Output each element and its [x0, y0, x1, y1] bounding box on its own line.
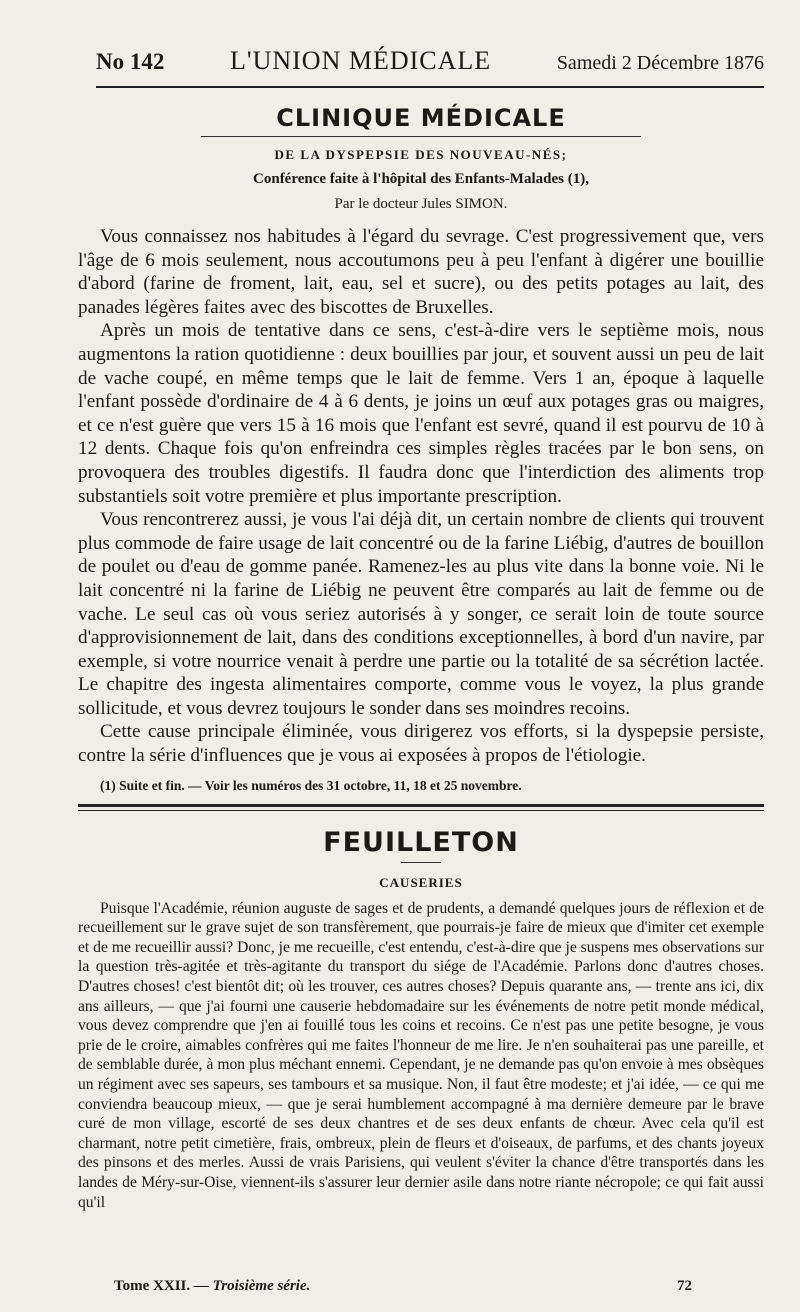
volume-info: [114, 1278, 310, 1295]
feuilleton-rule: [401, 862, 441, 863]
feuilleton-title: FEUILLETON: [323, 826, 519, 858]
paragraph: Puisque l'Académie, réunion auguste de sages et de prudents, a demandé quelques jours de réflexion et de recueillement sur le grave sujet de son transfèrement, que pourrais-je faire de mieux que d'imiter cet exemple et de me recueillir aussi? Donc, je me recueille, c'est entendu, c'est-à-dire que je suspens mes observations sur la question très-agitée et très-agitante du transport du siége de l'Académie. Parlons donc d'autres choses. D'autres choses! c'est bientôt dit; où les trouver, ces autres choses? Depuis quarante ans, — trente ans ici, dix ans ailleurs, — que j'ai fourni une causerie hebdomadaire sur les événements de notre petit monde médical, vous devez comprendre que j'en ai fouillé tous les coins et recoins. Ce n'est pas une petite besogne, je vous prie de le croire, aimables confrères qui me faites l'honneur de me lire. Je n'en souhaiterai pas une pareille, et de semblable durée, à mon plus méchant ennemi. Cependant, je ne demande pas qu'on envoie à mes obsèques un régiment avec ses sapeurs, ses tambours et sa musique. Non, il faut être modeste; et j'ai idée, — ce qui me conviendra beaucoup mieux, — que je serai humblement accompagné à ma dernière demeure par le brave curé de mon village, escorté de ses deux chantres et de ses deux enfants de chœur. Avec cela qu'il est charmant, notre petit cimetière, frais, ombreux, plein de fleurs et d'oiseaux, de parfums, et des chants joyeux des pinsons et des merles. Aussi de vrais Parisiens, qui veulent s'éviter la chance d'être transportés dans les landes de Méry-sur-Oise, viennent-ils s'assurer leur dernier asile dans notre riante nécropole; ce qui fait aussi qu'il: [78, 899, 764, 1211]
clinique-section: [78, 104, 764, 794]
footnote: (1) Suite et fin. — Voir les numéros des 31 octobre, 11, 18 et 25 novembre.: [100, 777, 522, 793]
paragraph: Cette cause principale éliminée, vous dirigerez vos efforts, si la dyspepsie persiste, contre la série d'influences que je vous ai exposées à propos de l'étiologie.: [78, 721, 764, 767]
feuilleton-body: [78, 899, 764, 1213]
conference-line: Conférence faite à l'hôpital des Enfants-Malades (1),: [253, 171, 589, 187]
issue-number: No 142: [96, 49, 165, 74]
issue-date: Samedi 2 Décembre 1876: [556, 52, 764, 74]
title-rule: [201, 136, 641, 137]
page-number: 72: [677, 1278, 692, 1294]
paragraph: Vous connaissez nos habitudes à l'égard du sevrage. C'est progressivement que, vers l'âge de 6 mois seulement, nous accoutumons peu à peu l'enfant à digérer une bouillie d'abord (farine de froment, lait, eau, sel et sucre), ou des petits potages au lait, des panades légères faites avec des biscottes de Bruxelles.: [78, 226, 764, 318]
causeries-heading: CAUSERIES: [379, 874, 463, 890]
page-footer: [114, 1278, 692, 1295]
paragraph: Vous rencontrerez aussi, je vous l'ai déjà dit, un certain nombre de clients qui trouvent plus commode de faire usage de lait concentré ou de la farine Liébig, d'autres de bouillon de poulet ou d'eau de gomme panée. Ramenez-les au plus vite dans la bonne voie. Ni le lait concentré ni la farine de Liébig ne peuvent être comparés au lait de femme ou de vache. Le seul cas où vous seriez autorisés à y songer, ce serait loin de toute source d'approvisionnement de lait, dans des conditions exceptionnelles, à bord d'un navire, par exemple, si votre nourrice venait à perdre une partie ou la totalité de sa sécrétion lactée. Le chapitre des ingesta alimentaires comporte, comme vous le voyez, la plus grande sollicitude, et vous devrez toujours le sonder dans ses moindres recoins.: [78, 509, 764, 719]
volume-label: Tome XXII.: [114, 1278, 191, 1294]
section-divider: [78, 804, 764, 811]
article-subtitle: DE LA DYSPEPSIE DES NOUVEAU-NÉS;: [274, 147, 568, 162]
feuilleton-section: [78, 827, 764, 1213]
paragraph: Après un mois de tentative dans ce sens, c'est-à-dire vers le septième mois, nous augmentons la ration quotidienne : deux bouillies par jour, et souvent aussi un peu de lait de vache coupé, en même temps que le lait de femme. Vers 1 an, époque à laquelle l'enfant possède d'ordinaire de 4 à 6 dents, je joins un œuf aux potages gras ou maigres, et ce n'est guère que vers 15 à 16 mois que l'enfant est sevré, quand il est pourvu de 10 à 12 dents. Chaque fois qu'on enfreindra ces simples règles tracées par le bon sens, on provoquera des troubles digestifs. Il faudra donc que l'interdiction des aliments trop substantiels soit votre première et plus importante prescription.: [78, 320, 764, 507]
series-label: — Troisième série.: [193, 1278, 311, 1294]
page-header: [96, 46, 764, 88]
section-title: CLINIQUE MÉDICALE: [276, 104, 566, 132]
author-line: Par le docteur Jules SIMON.: [334, 196, 508, 212]
article-body: [78, 225, 764, 768]
journal-title: L'UNION MÉDICALE: [230, 46, 492, 75]
